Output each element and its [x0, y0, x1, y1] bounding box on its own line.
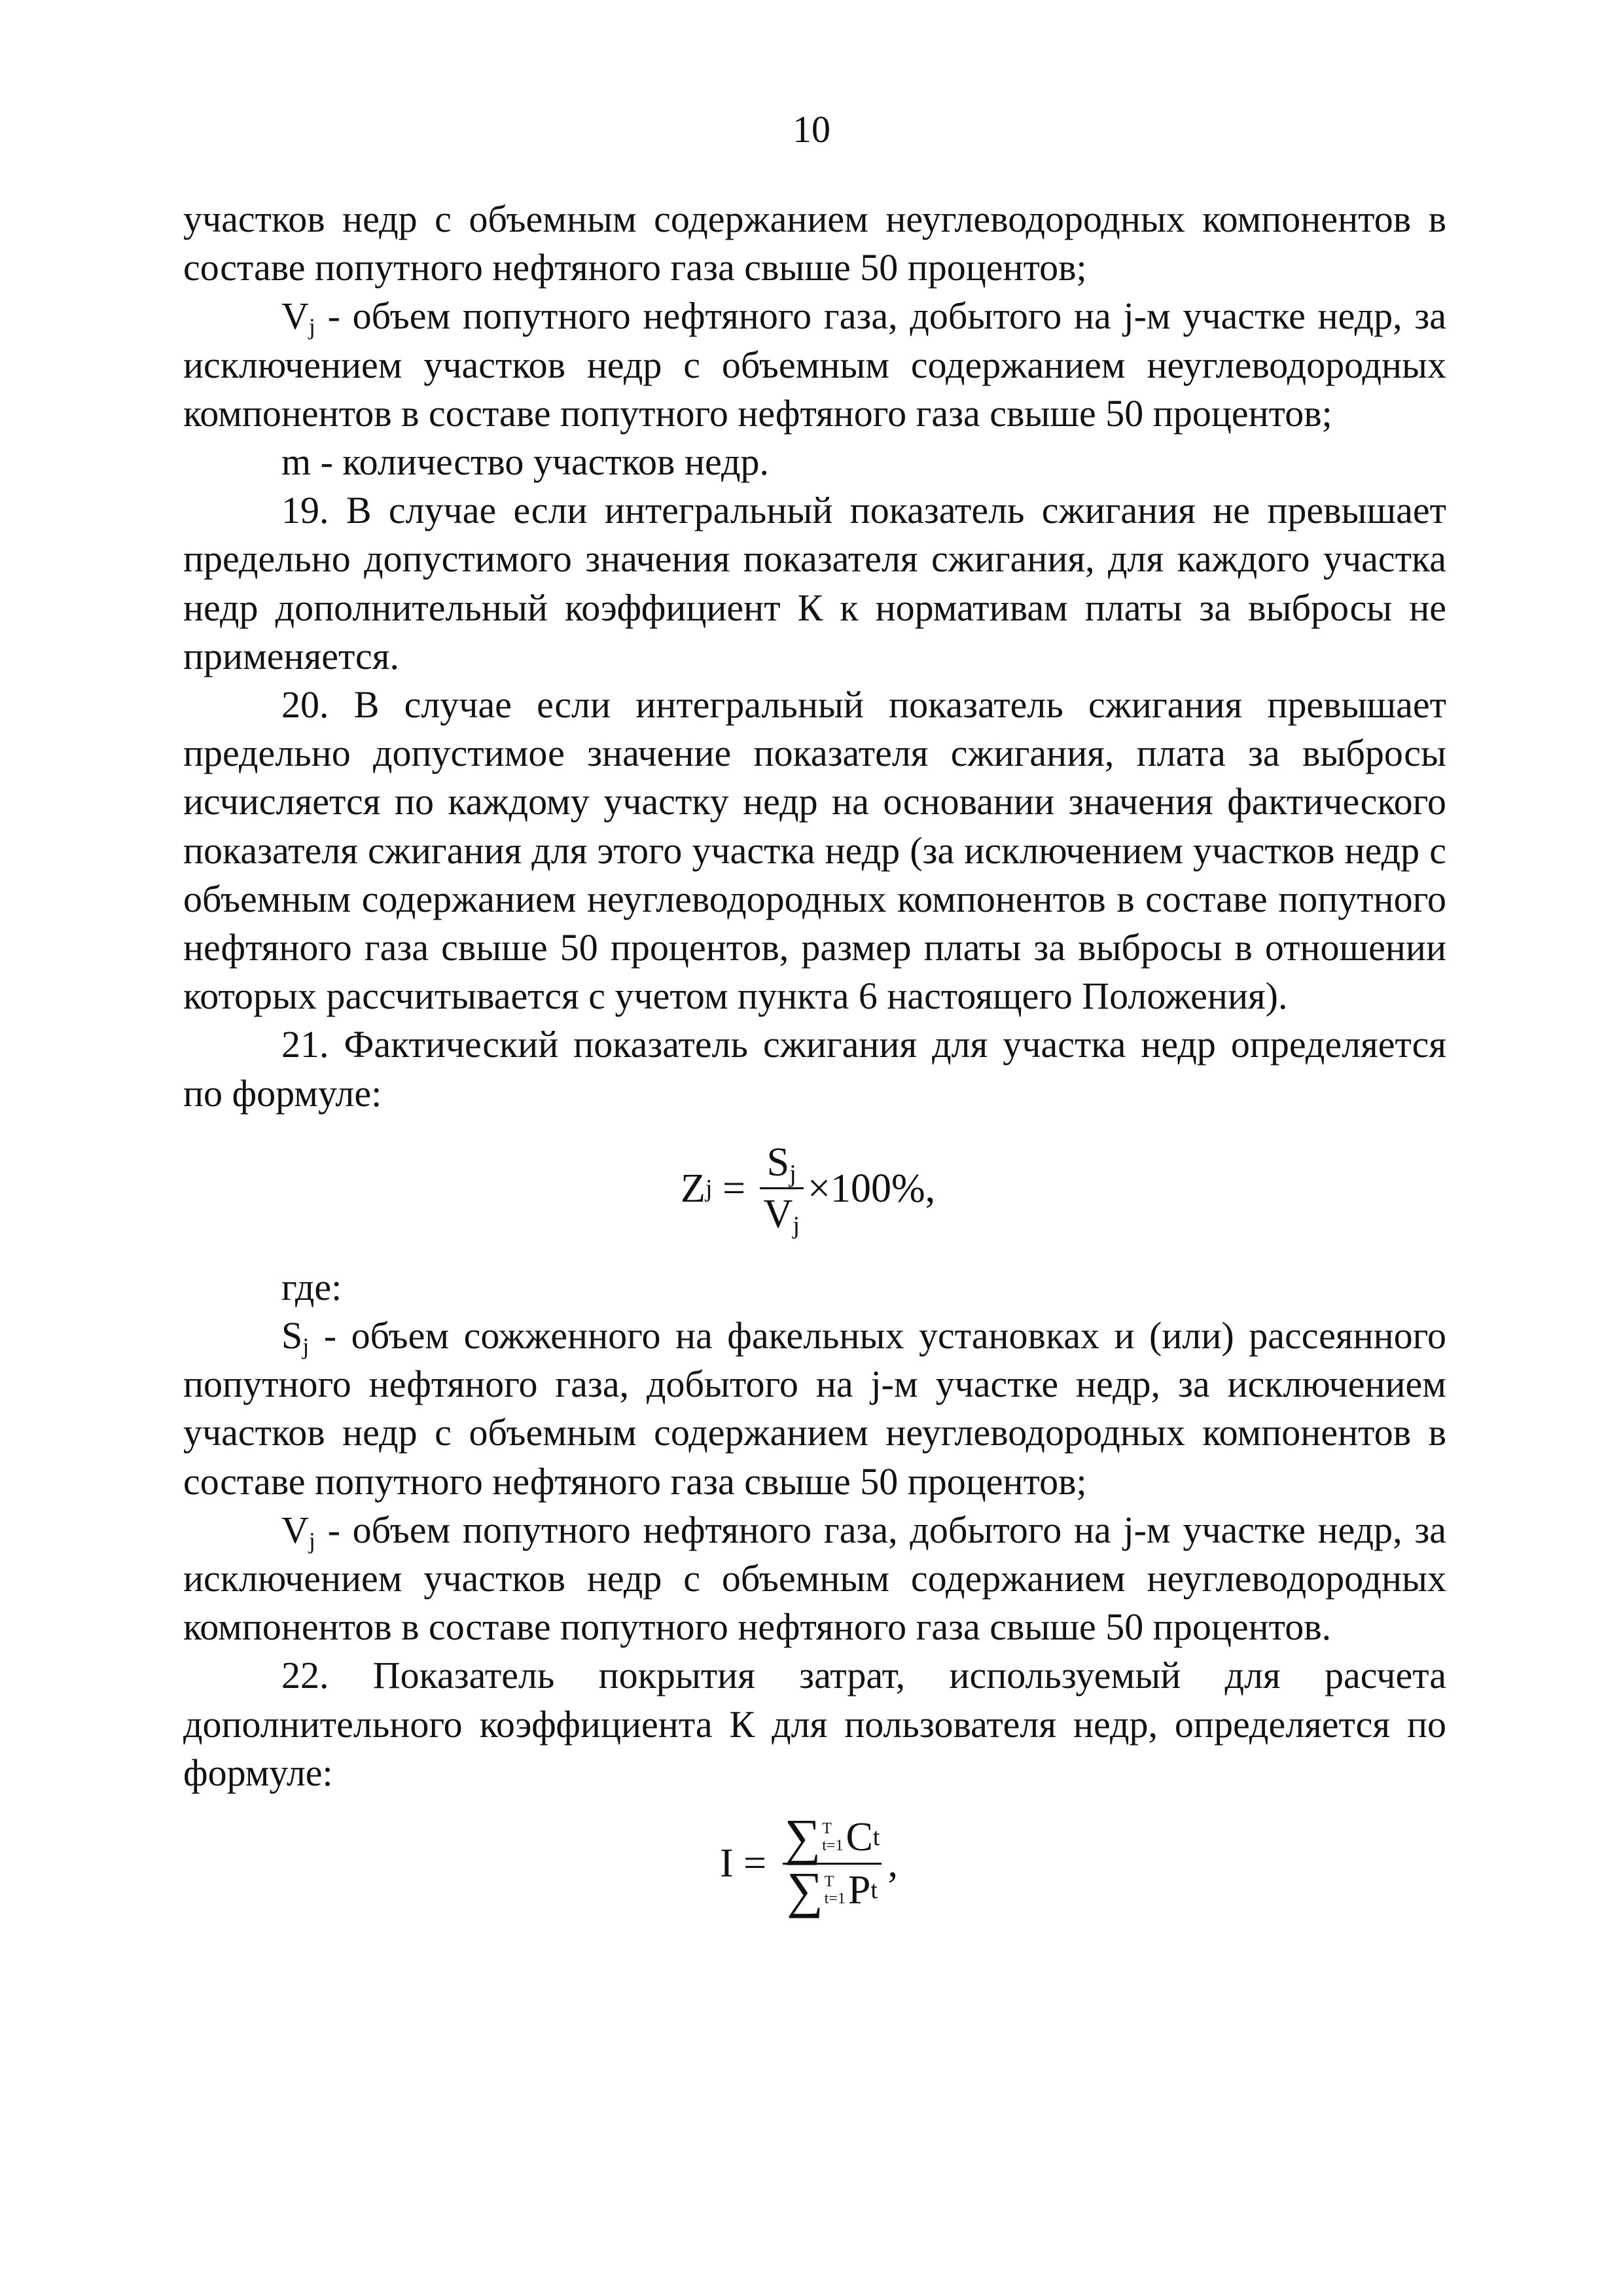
paragraph-1: участков недр с объемным содержанием неуглеводородных компонентов в составе попутного нефтяного газа свыше 50 процентов; [183, 198, 1446, 289]
paragraph-19: 19. В случае если интегральный показатель сжигания не превышает предельно допустимого значения показателя сжигания, для каждого участка недр дополнительный коэффициент К к нормативам платы за выбросы не применяется. [183, 489, 1446, 677]
paragraph-22: 22. Показатель покрытия затрат, используемый для расчета дополнительного коэффициента К для пользователя недр, определяется по формуле: [183, 1654, 1446, 1794]
variable-v-subscript: j [308, 314, 315, 340]
document-body [183, 195, 1446, 1928]
paragraph-where: где: [281, 1265, 342, 1308]
denominator-term: P [847, 1867, 871, 1912]
numerator-term: C [846, 1814, 873, 1859]
sum-lower-limit: t=1 [822, 1837, 844, 1854]
formula-i [183, 1797, 1446, 1928]
sum-upper-limit-2: T [824, 1873, 834, 1890]
paragraph-m-definition: m - количество участков недр. [281, 440, 769, 484]
formula-i-lhs: I [720, 1840, 734, 1886]
denominator-symbol: V [763, 1192, 793, 1237]
paragraph-20: 20. В случае если интегральный показатель сжигания превышает предельно допустимое значение показателя сжигания, плата за выбросы исчисляется по каждому участку недр на основании значения фактического показателя сжигания для этого участка недр (за исключением участков недр с объемным содержанием неуглеводородных компонентов в составе попутного нефтяного газа свыше 50 процентов, размер платы за выбросы в отношении которых рассчитывается с учетом пункта 6 настоящего Положения). [183, 683, 1446, 1018]
formula-zj-denominator [760, 1187, 804, 1239]
paragraph-sj-definition [183, 1312, 1446, 1506]
sj-definition-text: - объем сожженного на факельных установках и (или) рассеянного попутного нефтяного газа, добытого на j-м участке недр, за исключением участков недр с объемным содержанием неуглеводородных компонентов в составе попутного нефтяного газа свыше 50 процентов; [183, 1314, 1446, 1503]
sum-upper-limit: T [822, 1820, 832, 1837]
numerator-subscript: j [789, 1160, 796, 1188]
paragraph-vj-definition-2 [183, 1506, 1446, 1652]
variable-s-subscript: j [302, 1333, 310, 1360]
denominator-subscript: j [793, 1211, 800, 1240]
formula-i-tail: , [887, 1840, 898, 1886]
variable-v-2-subscript: j [308, 1527, 315, 1554]
variable-v: V [281, 295, 309, 338]
formula-zj-tail: ×100%, [808, 1166, 936, 1211]
variable-v-2: V [281, 1508, 309, 1551]
sum-limits-denominator [825, 1873, 846, 1907]
paragraph-21: 21. Фактический показатель сжигания для участка недр определяется по формуле: [183, 1023, 1446, 1115]
numerator-symbol: S [766, 1140, 790, 1185]
formula-zj-lhs: Z [681, 1166, 705, 1211]
formula-i-denominator: ∑ T t=1 P t [783, 1863, 882, 1916]
formula-i-numerator: ∑ T t=1 C t [784, 1808, 880, 1865]
variable-s: S [281, 1314, 303, 1357]
formula-zj: Z j = $\frac{S_j}{V_j}$ ×100%, [183, 1118, 1446, 1263]
sum-limits-numerator [822, 1820, 843, 1854]
page-number: 10 [793, 108, 830, 151]
formula-i-equals: = [733, 1840, 777, 1886]
sum-lower-limit-2: t=1 [824, 1890, 846, 1907]
formula-zj-numerator [763, 1138, 800, 1187]
sum-sign-denominator: ∑ [787, 1861, 823, 1918]
formula-zj-fraction [760, 1138, 804, 1239]
vj-definition-text-2: - объем попутного нефтяного газа, добытого на j-м участке недр, за исключением участков недр с объемным содержанием неуглеводородных компонентов в составе попутного нефтяного газа свыше 50 процентов. [183, 1508, 1446, 1649]
formula-zj-equals: = [712, 1166, 756, 1211]
sum-sign-numerator: ∑ [784, 1808, 821, 1865]
paragraph-vj-definition [183, 292, 1446, 438]
vj-definition-text: - объем попутного нефтяного газа, добытого на j-м участке недр, за исключением участков недр с объемным содержанием неуглеводородных компонентов в составе попутного нефтяного газа свыше 50 процентов; [183, 295, 1446, 435]
formula-i-fraction [781, 1808, 884, 1918]
